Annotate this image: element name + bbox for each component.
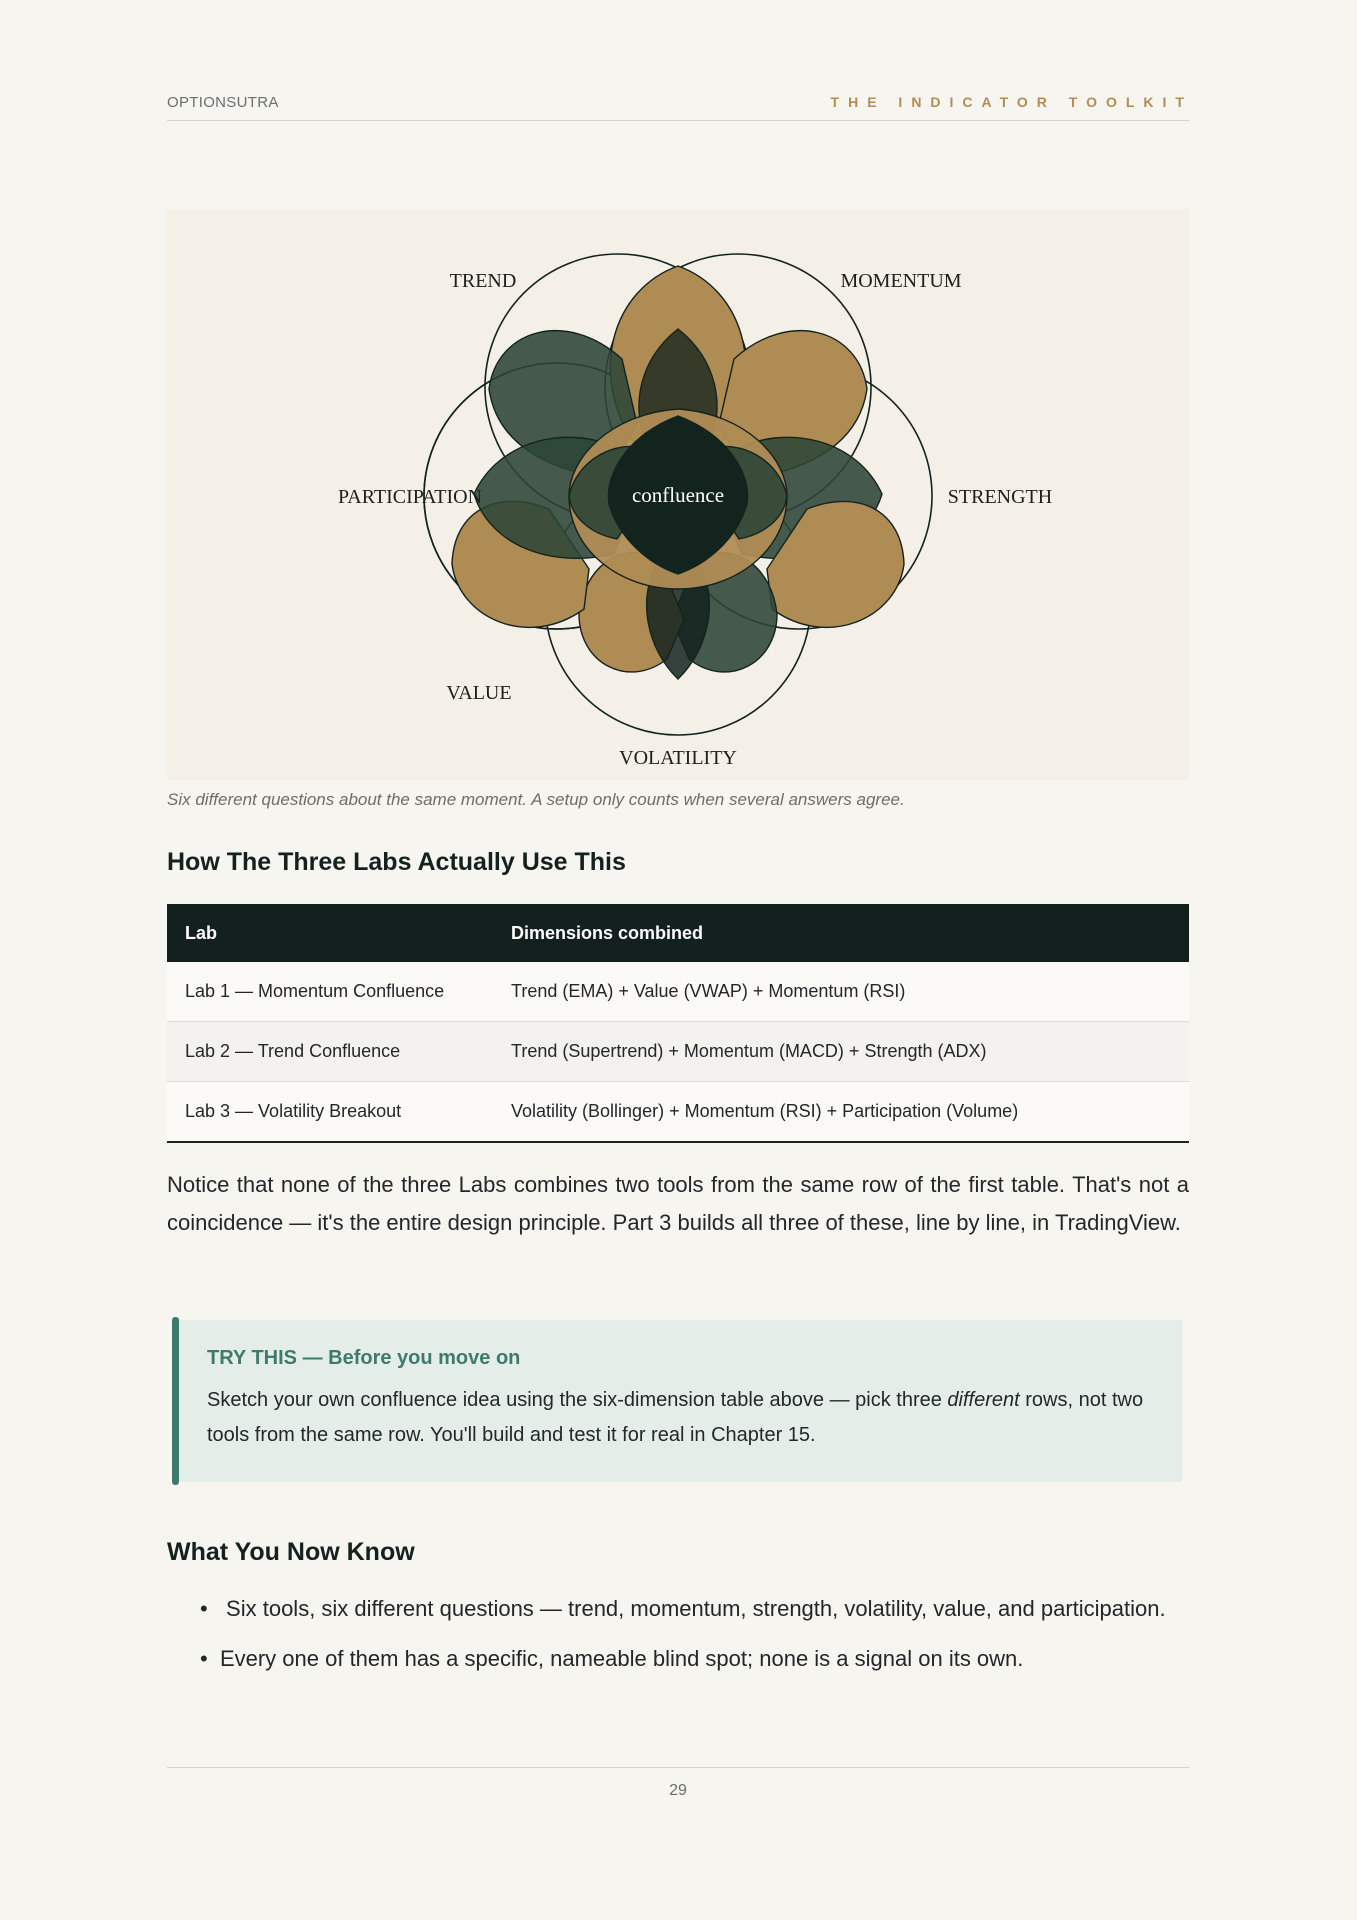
- design-principle-paragraph: Notice that none of the three Labs combines two tools from the same row of the first table. That's not a coincidence — it's the entire design principle. Part 3 builds all three of these, line by line, in TradingView.: [167, 1172, 1189, 1235]
- table-cell-lab: Lab 3 — Volatility Breakout: [167, 1082, 493, 1143]
- table-cell-dimensions: Volatility (Bollinger) + Momentum (RSI) + Participation (Volume): [493, 1082, 1189, 1143]
- list-item: [200, 1590, 1189, 1628]
- list-item-text: Every one of them has a specific, nameable blind spot; none is a signal on its own.: [219, 1646, 1024, 1671]
- table-header-row: [167, 904, 1189, 962]
- labs-table: [167, 904, 1189, 1143]
- callout-title: TRY THIS — Before you move on: [207, 1347, 521, 1369]
- callout-text: [207, 1383, 1162, 1453]
- confluence-diagram: [167, 209, 1189, 780]
- book-title: THE INDICATOR TOOLKIT: [830, 94, 1193, 110]
- callout-text-start: Sketch your own confluence idea using the six-dimension table above — pick three: [207, 1389, 948, 1411]
- running-header: [167, 92, 1193, 121]
- summary-heading: What You Now Know: [167, 1538, 415, 1566]
- label-momentum: MOMENTUM: [840, 270, 962, 292]
- table-row: [167, 1022, 1189, 1082]
- label-volatility: VOLATILITY: [619, 747, 737, 769]
- table-cell-lab: Lab 1 — Momentum Confluence: [167, 962, 493, 1022]
- label-trend: TREND: [449, 270, 517, 292]
- figure-caption: Six different questions about the same moment. A setup only counts when several answers agree.: [167, 790, 905, 809]
- list-item-text: Six tools, six different questions — trend, momentum, strength, volatility, value, and participation.: [226, 1596, 1166, 1621]
- label-participation: PARTICIPATION: [337, 486, 483, 508]
- bullet-icon: •: [200, 1646, 208, 1671]
- callout-text-end: rows, not two tools from the same row. You'll build and test it for real in Chapter 15.: [207, 1389, 1144, 1446]
- labs-heading: How The Three Labs Actually Use This: [167, 848, 626, 876]
- table-header-lab: Lab: [167, 904, 493, 962]
- table-cell-dimensions: Trend (Supertrend) + Momentum (MACD) + Strength (ADX): [493, 1022, 1189, 1082]
- label-confluence: confluence: [631, 483, 725, 507]
- page-number: 29: [669, 1782, 687, 1799]
- table-row: [167, 962, 1189, 1022]
- table-header-dimensions: Dimensions combined: [493, 904, 1189, 962]
- callout-accent-bar: [172, 1317, 179, 1485]
- bullet-icon: •: [200, 1596, 208, 1621]
- list-item: [200, 1640, 1189, 1678]
- label-value: VALUE: [446, 682, 512, 704]
- table-cell-lab: Lab 2 — Trend Confluence: [167, 1022, 493, 1082]
- callout-text-emphasis: different: [947, 1389, 1020, 1411]
- table-cell-dimensions: Trend (EMA) + Value (VWAP) + Momentum (RSI): [493, 962, 1189, 1022]
- brand-name: OPTIONSUTRA: [167, 94, 279, 111]
- label-strength: STRENGTH: [947, 486, 1053, 508]
- summary-list: [200, 1590, 1189, 1678]
- footer-divider: [167, 1767, 1189, 1768]
- table-row: [167, 1082, 1189, 1143]
